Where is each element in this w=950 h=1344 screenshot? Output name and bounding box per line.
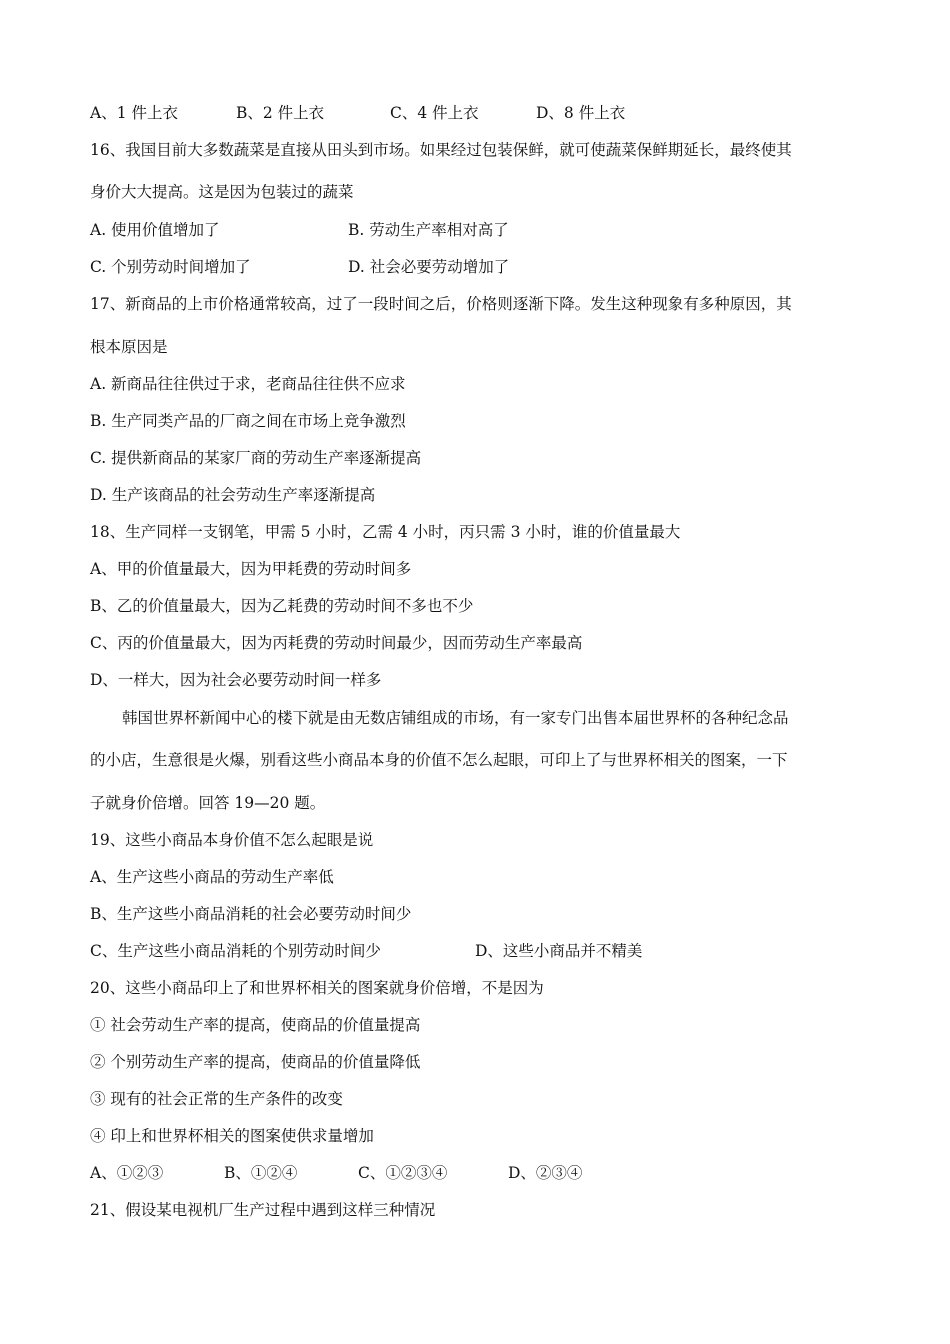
q15-option-b: B、2 件上衣 (236, 104, 325, 122)
q17-option-a: A. 新商品往往供过于求，老商品往往供不应求 (90, 375, 406, 393)
q20-option-b: B、①②④ (224, 1164, 298, 1182)
q17-option-b: B. 生产同类产品的厂商之间在市场上竞争激烈 (90, 412, 406, 430)
q19-option-b: B、生产这些小商品消耗的社会必要劳动时间少 (90, 905, 412, 923)
q20-item-4: ④ 印上和世界杯相关的图案使供求量增加 (90, 1127, 374, 1145)
q19-stem: 19、这些小商品本身价值不怎么起眼是说 (90, 831, 374, 849)
passage-line-2: 的小店，生意很是火爆，别看这些小商品本身的价值不怎么起眼，可印上了与世界杯相关的图案，一下 (90, 751, 788, 769)
q16-option-a: A. 使用价值增加了 (90, 221, 220, 239)
q17-stem-line-1: 17、新商品的上市价格通常较高，过了一段时间之后，价格则逐渐下降。发生这种现象有多种原因，其 (90, 295, 792, 313)
q20-option-a: A、①②③ (90, 1164, 164, 1182)
q16-option-c: C. 个别劳动时间增加了 (90, 258, 251, 276)
q19-option-a: A、生产这些小商品的劳动生产率低 (90, 868, 334, 886)
q18-stem: 18、生产同样一支钢笔，甲需 5 小时，乙需 4 小时，丙只需 3 小时，谁的价值量最大 (90, 523, 681, 541)
q18-option-d: D、一样大，因为社会必要劳动时间一样多 (90, 671, 382, 689)
q16-option-b: B. 劳动生产率相对高了 (348, 221, 509, 239)
q18-option-b: B、乙的价值量最大，因为乙耗费的劳动时间不多也不少 (90, 597, 474, 615)
q21-stem: 21、假设某电视机厂生产过程中遇到这样三种情况 (90, 1201, 436, 1219)
q15-option-d: D、8 件上衣 (536, 104, 626, 122)
q20-stem: 20、这些小商品印上了和世界杯相关的图案就身价倍增，不是因为 (90, 979, 544, 997)
q18-option-c: C、丙的价值量最大，因为丙耗费的劳动时间最少，因而劳动生产率最高 (90, 634, 583, 652)
q20-item-3: ③ 现有的社会正常的生产条件的改变 (90, 1090, 343, 1108)
q17-option-d: D. 生产该商品的社会劳动生产率逐渐提高 (90, 486, 376, 504)
q20-option-d: D、②③④ (508, 1164, 583, 1182)
q20-item-1: ① 社会劳动生产率的提高，使商品的价值量提高 (90, 1016, 421, 1034)
q16-option-d: D. 社会必要劳动增加了 (348, 258, 510, 276)
q18-option-a: A、甲的价值量最大，因为甲耗费的劳动时间多 (90, 560, 412, 578)
q17-option-c: C. 提供新商品的某家厂商的劳动生产率逐渐提高 (90, 449, 422, 467)
q15-option-a: A、1 件上衣 (90, 104, 178, 122)
q17-stem-line-2: 根本原因是 (90, 338, 168, 356)
q16-stem-line-2: 身价大大提高。这是因为包装过的蔬菜 (90, 183, 354, 201)
passage-line-3: 子就身价倍增。回答 19—20 题。 (90, 794, 326, 812)
q16-stem-line-1: 16、我国目前大多数蔬菜是直接从田头到市场。如果经过包装保鲜，就可使蔬菜保鲜期延长，最终使其 (90, 141, 792, 159)
q19-option-c: C、生产这些小商品消耗的个别劳动时间少 (90, 942, 381, 960)
q20-item-2: ② 个别劳动生产率的提高，使商品的价值量降低 (90, 1053, 421, 1071)
passage-line-1: 韩国世界杯新闻中心的楼下就是由无数店铺组成的市场，有一家专门出售本届世界杯的各种纪念品 (122, 709, 789, 727)
q20-option-c: C、①②③④ (358, 1164, 448, 1182)
q19-option-d: D、这些小商品并不精美 (475, 942, 643, 960)
q15-option-c: C、4 件上衣 (390, 104, 479, 122)
